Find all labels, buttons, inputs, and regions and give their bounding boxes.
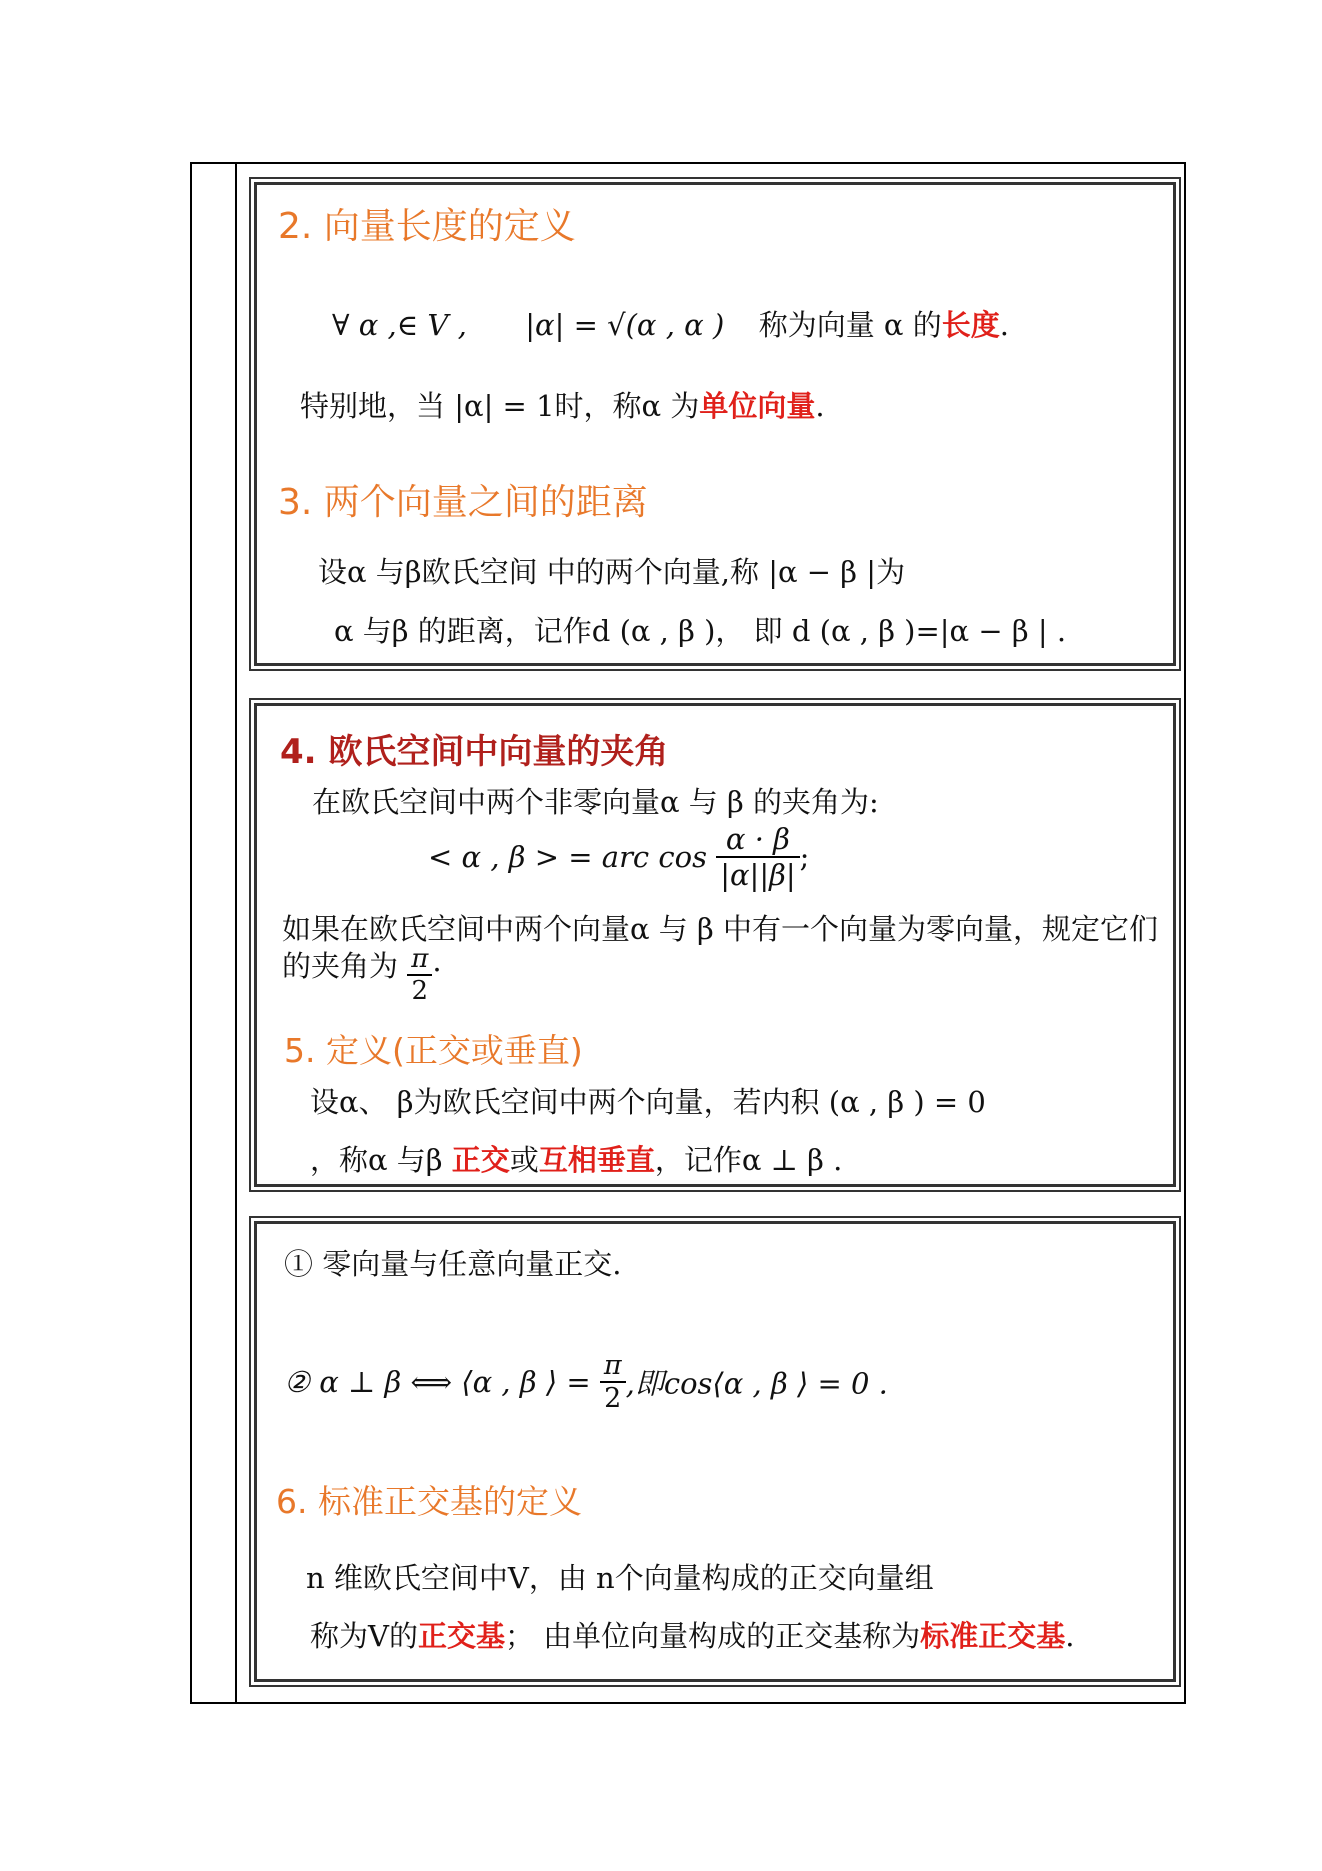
period: . bbox=[815, 389, 825, 423]
angle-denominator: |α||β| bbox=[720, 858, 796, 892]
orthogonal-line-2 bbox=[310, 1138, 842, 1179]
equivalence-rhs: ,即cos⟨α , β ⟩ = 0 . bbox=[625, 1366, 888, 1401]
length-term: 长度 bbox=[941, 308, 1000, 342]
table-column-divider bbox=[235, 162, 237, 1704]
basis-line-1: n 维欧氏空间中V，由 n个向量构成的正交向量组 bbox=[306, 1561, 934, 1595]
orthonormal-basis-term: 标准正交基 bbox=[920, 1619, 1066, 1653]
orthogonal-prefix: ，称α 与β bbox=[310, 1143, 443, 1177]
heading-vector-angle: 4. 欧氏空间中向量的夹角 bbox=[280, 732, 669, 772]
angle-intro: 在欧氏空间中两个非零向量α 与 β 的夹角为: bbox=[312, 785, 879, 819]
distance-line-2: α 与β 的距离，记作d (α , β )， 即 d (α , β )=|α − β | . bbox=[334, 614, 1067, 648]
heading-orthogonal-definition: 5. 定义(正交或垂直) bbox=[284, 1031, 583, 1070]
period: . bbox=[432, 944, 442, 978]
pi-numerator: π bbox=[600, 1350, 626, 1383]
forall-expression: ∀ α ,∈ V , bbox=[332, 308, 467, 342]
angle-numerator: α · β bbox=[716, 822, 799, 858]
distance-line-1: 设α 与β欧氏空间 中的两个向量,称 |α − β |为 bbox=[318, 555, 906, 589]
orthogonal-term: 正交 bbox=[451, 1143, 510, 1177]
orthogonal-line-1: 设α、 β为欧氏空间中两个向量，若内积 (α , β ) = 0 bbox=[310, 1085, 986, 1119]
pi-numerator: π bbox=[407, 944, 432, 976]
unit-vector-text: 特别地，当 |α| = 1时，称α 为 bbox=[300, 389, 700, 423]
basis-prefix: 称为V的 bbox=[310, 1619, 418, 1653]
heading-vector-distance: 3. 两个向量之间的距离 bbox=[278, 482, 648, 523]
two-denominator: 2 bbox=[411, 976, 429, 1006]
pi-over-2 bbox=[407, 944, 432, 1006]
semicolon: ; bbox=[799, 840, 810, 874]
heading-vector-length: 2. 向量长度的定义 bbox=[278, 206, 576, 247]
two-denominator: 2 bbox=[604, 1383, 622, 1414]
basis-line-2 bbox=[310, 1614, 1074, 1655]
zero-vector-line-1: 如果在欧氏空间中两个向量α 与 β 中有一个向量为零向量，规定它们 bbox=[282, 912, 1159, 946]
orthogonality-equivalence bbox=[284, 1350, 888, 1414]
or-word: 或 bbox=[509, 1143, 539, 1177]
unit-vector-definition bbox=[300, 384, 825, 425]
angle-formula-lhs: < α , β > = arc cos bbox=[428, 840, 707, 874]
angle-formula bbox=[428, 822, 809, 892]
zero-vector-orthogonal: ① 零向量与任意向量正交. bbox=[284, 1247, 622, 1281]
period: . bbox=[1065, 1619, 1075, 1653]
orthogonal-suffix: ，记作α ⊥ β . bbox=[654, 1143, 843, 1177]
basis-middle: ； 由单位向量构成的正交基称为 bbox=[504, 1619, 921, 1653]
zero-vector-line-2 bbox=[282, 944, 442, 1006]
period: . bbox=[999, 308, 1009, 342]
pi-over-2 bbox=[600, 1350, 626, 1414]
angle-fraction bbox=[716, 822, 799, 892]
heading-orthonormal-basis: 6. 标准正交基的定义 bbox=[276, 1482, 582, 1521]
length-definition-text: 称为向量 α 的 bbox=[758, 308, 942, 342]
zero-vector-text: 的夹角为 bbox=[282, 949, 399, 983]
slide-orthonormal-basis bbox=[254, 1221, 1176, 1682]
equivalence-lhs: ② α ⊥ β ⟺ ⟨α , β ⟩ = bbox=[284, 1365, 591, 1399]
norm-expression: |α| = √(α , α ) bbox=[525, 308, 725, 342]
orthogonal-basis-term: 正交基 bbox=[417, 1619, 505, 1653]
unit-vector-term: 单位向量 bbox=[699, 389, 816, 423]
perpendicular-term: 互相垂直 bbox=[538, 1143, 655, 1177]
length-definition bbox=[332, 303, 1009, 344]
